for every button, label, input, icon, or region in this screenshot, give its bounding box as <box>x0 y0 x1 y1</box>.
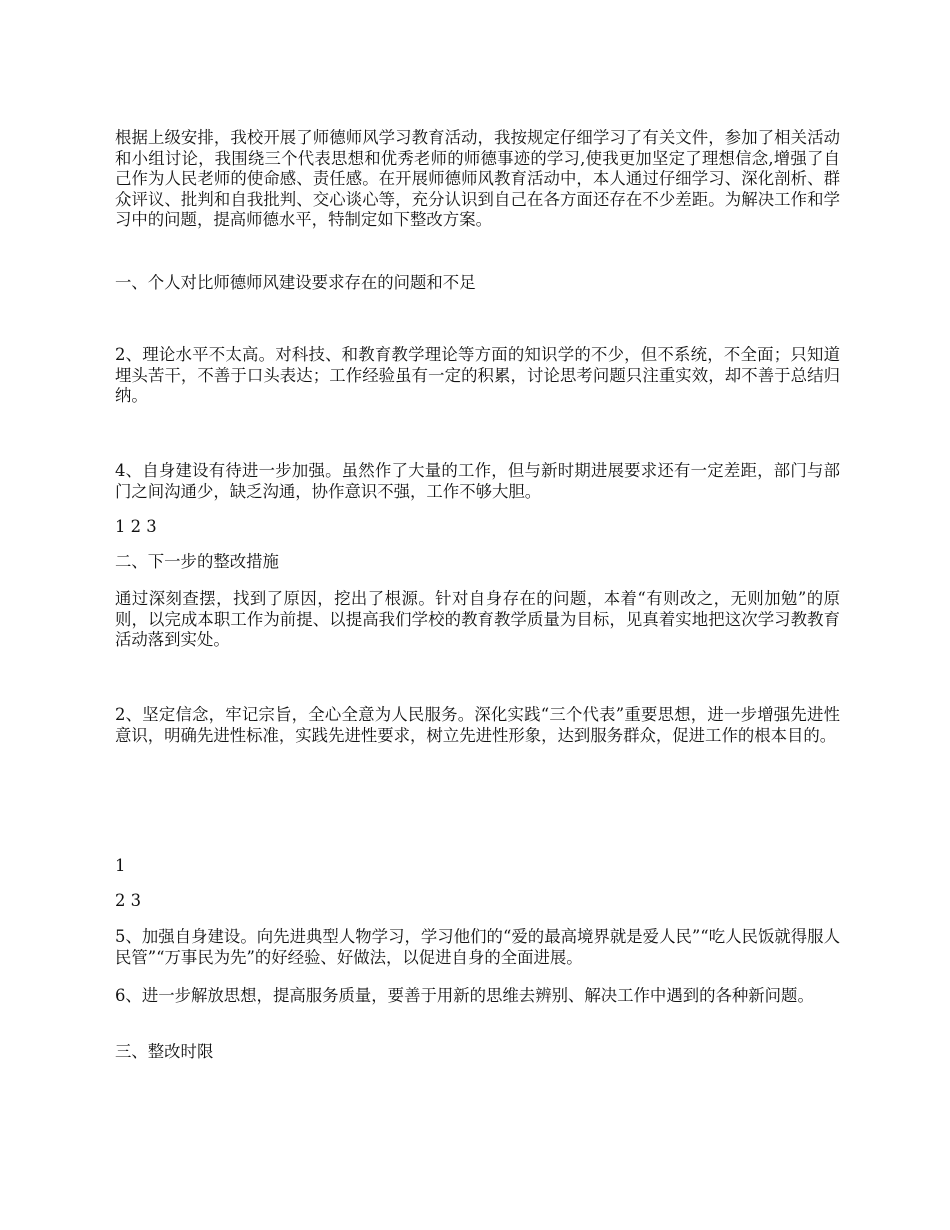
section-heading-measures: 二、下一步的整改措施 <box>115 552 279 571</box>
measure-item-5: 5、加强自身建设。向先进典型人物学习，学习他们的“爱的最高境界就是爱人民”“吃人民饭就得服人民管”“万事民为先”的好经验、好做法，以促进自身的全面进展。 <box>115 927 840 967</box>
section-heading-deadline: 三、整改时限 <box>115 1042 214 1061</box>
problem-item-4: 4、自身建设有待进一步加强。虽然作了大量的工作，但与新时期进展要求还有一定差距，部门与部门之间沟通少，缺乏沟通，协作意识不强，工作不够大胆。 <box>115 461 840 501</box>
measure-item-2: 2、坚定信念，牢记宗旨，全心全意为人民服务。深化实践“三个代表”重要思想，进一步增强先进性意识，明确先进性标准，实践先进性要求，树立先进性形象，达到服务群众，促进工作的根本目的。 <box>115 705 840 745</box>
numbering-fragment: 2 3 <box>115 891 142 910</box>
numbering-fragment: 1 2 3 <box>115 517 157 536</box>
intro-paragraph: 根据上级安排，我校开展了师德师风学习教育活动，我按规定仔细学习了有关文件，参加了相关活动和小组讨论，我围绕三个代表思想和优秀老师的师德事迹的学习,使我更加坚定了理想信念,增强了自己作为人民老师的使命感、责任感。在开展师德师风教育活动中，本人通过仔细学习、深化剖析、群众评议、批判和自我批判、交心谈心等，充分认识到自己在各方面还存在不少差距。为解决工作和学习中的问题，提高师德水平，特制定如下整改方案。 <box>115 128 840 229</box>
numbering-fragment: 1 <box>115 856 126 875</box>
measures-intro-paragraph: 通过深刻查摆，找到了原因，挖出了根源。针对自身存在的问题，本着“有则改之，无则加勉”的原则，以完成本职工作为前提、以提高我们学校的教育教学质量为目标，见真着实地把这次学习教教育活动落到实处。 <box>115 589 840 649</box>
section-heading-problems: 一、个人对比师德师风建设要求存在的问题和不足 <box>115 273 476 292</box>
problem-item-2: 2、理论水平不太高。对科技、和教育教学理论等方面的知识学的不少，但不系统，不全面；只知道埋头苦干，不善于口头表达；工作经验虽有一定的积累，讨论思考问题只注重实效，却不善于总结归纳。 <box>115 345 840 405</box>
measure-item-6: 6、进一步解放思想，提高服务质量，要善于用新的思维去辨别、解决工作中遇到的各种新问题。 <box>115 986 814 1005</box>
